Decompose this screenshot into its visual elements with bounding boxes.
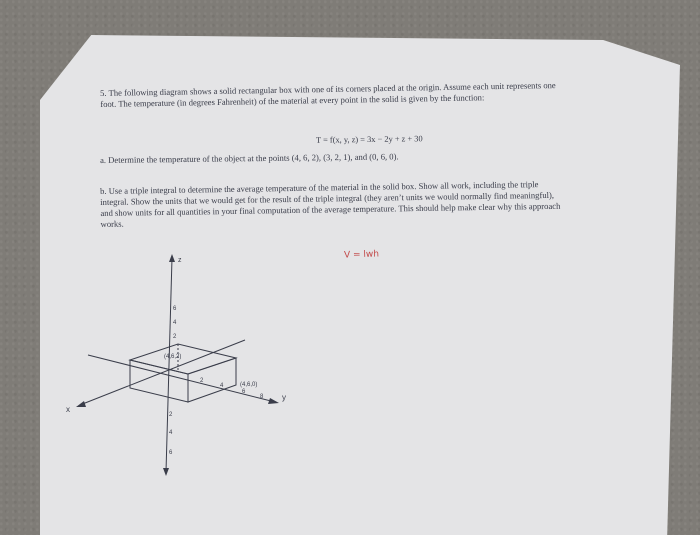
problem-intro: 5. The following diagram shows a solid rectangular box with one of its corners placed at the origin. Assume each unit represents one foot. The temperature (in degrees Fahrenheit) of the material at every point in the solid is given by the function:: [100, 80, 556, 109]
y-axis: [88, 355, 275, 402]
z-axis: [166, 258, 172, 472]
x-axis-arrow: [76, 401, 86, 407]
y-tick-label: 4: [220, 383, 224, 389]
z-axis-arrow: [169, 254, 175, 262]
part-b-text: b. Use a triple integral to determine the average temperature of the material in the solid box. Show all work, including the triple integral. Show the units that we would get for the result of the triple integral (they aren’t units we would normally find meaningful), and show units for all quantities in your final computation of the average temperature. This should help make clear why this approach works.: [100, 179, 561, 229]
z-tick-label: 6: [173, 306, 177, 312]
z-tick-label: 2: [173, 334, 177, 340]
z-axis-label: z: [178, 257, 182, 264]
y-tick-label: 2: [200, 378, 204, 384]
z-axis-arrow-down: [163, 468, 169, 476]
y-tick-label: 8: [260, 394, 264, 400]
z-tick-label: 2: [169, 412, 173, 418]
y-axis-label: y: [282, 393, 286, 402]
z-tick-label: 6: [169, 450, 173, 456]
point-label: (4,6,0): [240, 382, 258, 388]
part-a-text: a. Determine the temperature of the object at the points (4, 6, 2), (3, 2, 1), and (0, 6, 0).: [100, 151, 399, 165]
x-axis: [80, 340, 245, 405]
x-axis-label: x: [66, 405, 70, 414]
temperature-formula: T = f(x, y, z) = 3x − 2y + z + 30: [315, 134, 423, 145]
z-tick-label: 4: [169, 430, 173, 436]
z-tick-label: 4: [173, 320, 177, 326]
solid-box-outline: [130, 344, 236, 402]
y-tick-label: 6: [242, 389, 246, 395]
handwritten-volume-note: V = lwh: [343, 249, 380, 261]
box-diagram: [60, 240, 300, 480]
y-axis-arrow: [268, 398, 279, 404]
point-label: (4,6,2): [164, 354, 182, 360]
